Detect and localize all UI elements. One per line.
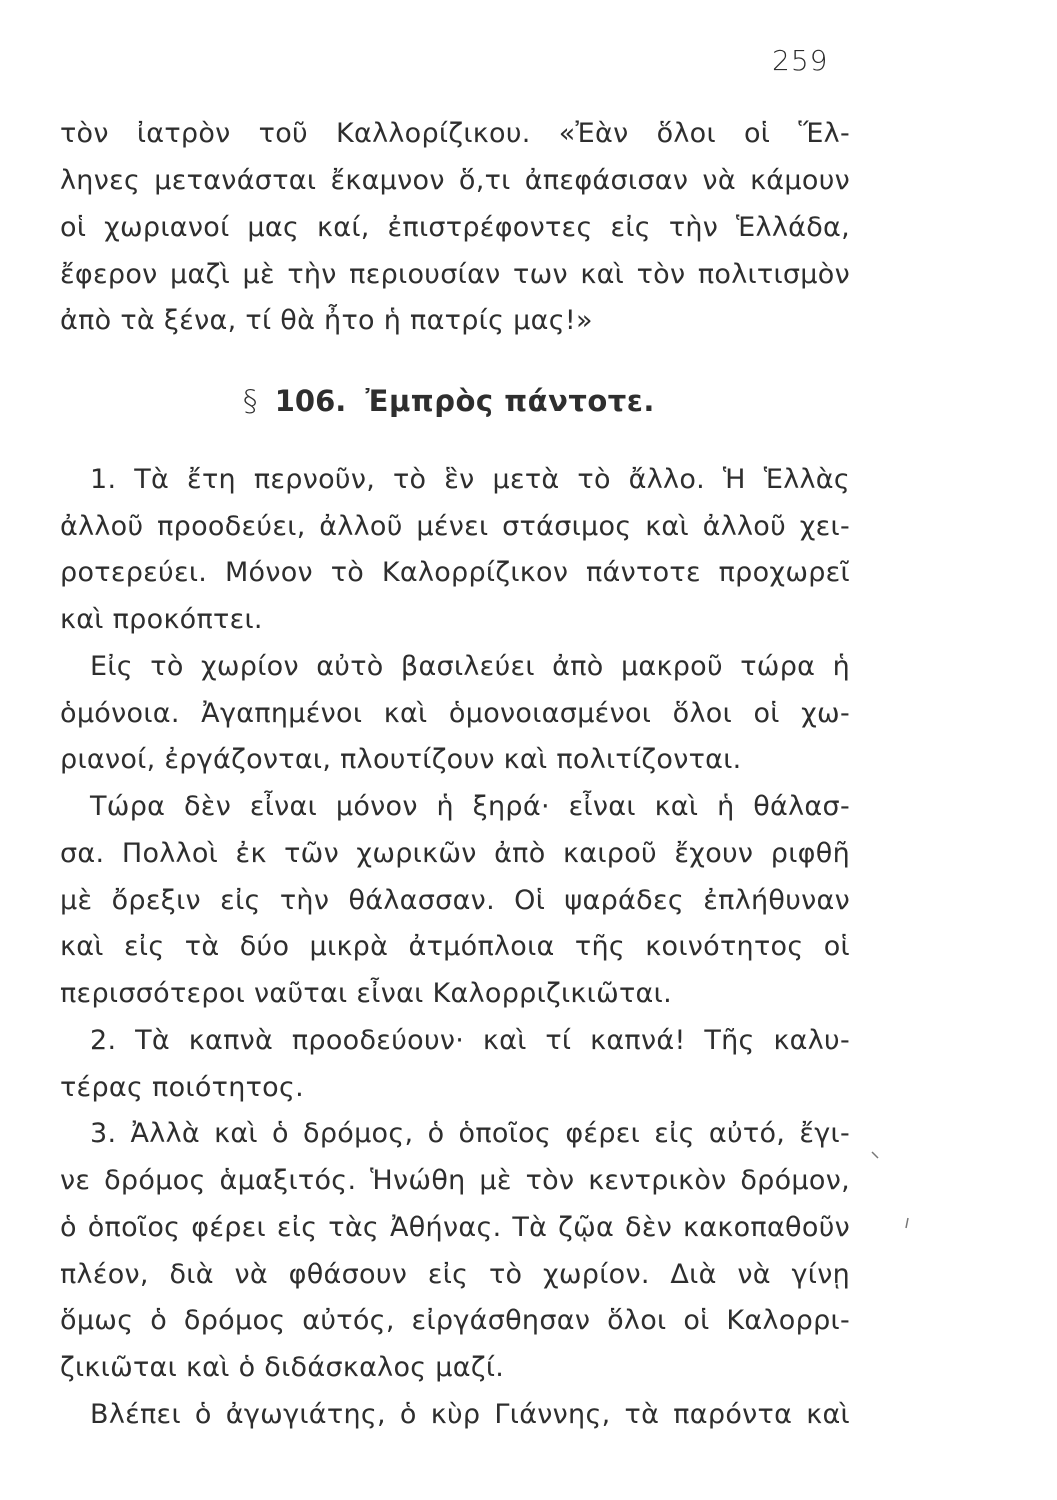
- text-line: Τώρα δὲν εἶναι μόνον ἡ ξηρά· εἶναι καὶ ἡ θάλασ-: [90, 791, 850, 822]
- text-line: 3. Ἀλλὰ καὶ ὁ δρόμος, ὁ ὁποῖος φέρει εἰς αὐτό, ἔγι-: [90, 1118, 850, 1149]
- section-number: 106.: [274, 384, 347, 418]
- speck-mark: [906, 1218, 908, 1228]
- text-line: 1. Τὰ ἔτη περνοῦν, τὸ ἓν μετὰ τὸ ἄλλο. Ἡ Ἑλλὰς: [90, 464, 850, 495]
- speck-mark: [872, 1152, 878, 1158]
- text-line: ροτερεύει. Μόνον τὸ Καλορρίζικον πάντοτε προχωρεῖ: [60, 557, 850, 588]
- text-line: καὶ προκόπτει.: [60, 604, 263, 635]
- text-line: ὁμόνοια. Ἀγαπημένοι καὶ ὁμονοιασμένοι ὅλοι οἱ χω-: [60, 698, 850, 729]
- section-heading: [243, 384, 655, 418]
- page-number: 259: [772, 44, 829, 77]
- text-line: ζικιῶται καὶ ὁ διδάσκαλος μαζί.: [60, 1352, 505, 1383]
- text-line: ἀπὸ τὰ ξένα, τί θὰ ἦτο ἡ πατρίς μας!»: [60, 305, 593, 336]
- text-line: ληνες μετανάσται ἔκαμνον ὅ,τι ἀπεφάσισαν νὰ κάμουν: [60, 165, 850, 196]
- text-line: ἀλλοῦ προοδεύει, ἀλλοῦ μένει στάσιμος καὶ ἀλλοῦ χει-: [60, 511, 850, 542]
- text-line: ἔφερον μαζὶ μὲ τὴν περιουσίαν των καὶ τὸν πολιτισμὸν: [60, 259, 850, 290]
- text-line: τὸν ἰατρὸν τοῦ Καλλορίζικου. «Ἐὰν ὅλοι οἱ Ἕλ-: [60, 118, 850, 149]
- text-line: νε δρόμος ἁμαξιτός. Ἡνώθη μὲ τὸν κεντρικὸν δρόμον,: [60, 1165, 850, 1196]
- text-line: Βλέπει ὁ ἀγωγιάτης, ὁ κὺρ Γιάννης, τὰ παρόντα καὶ: [90, 1399, 850, 1430]
- text-line: ὅμως ὁ δρόμος αὐτός, εἰργάσθησαν ὅλοι οἱ Καλορρι-: [60, 1305, 850, 1336]
- text-line: μὲ ὄρεξιν εἰς τὴν θάλασσαν. Οἱ ψαράδες ἐπλήθυναν: [60, 885, 850, 916]
- text-line: καὶ εἰς τὰ δύο μικρὰ ἀτμόπλοια τῆς κοινότητος οἱ: [60, 931, 850, 962]
- text-line: 2. Τὰ καπνὰ προοδεύουν· καὶ τί καπνά! Τῆς καλυ-: [90, 1025, 850, 1056]
- scan-speck: [870, 1150, 930, 1250]
- text-line: οἱ χωριανοί μας καί, ἐπιστρέφοντες εἰς τὴν Ἑλλάδα,: [60, 212, 850, 243]
- text-line: ὁ ὁποῖος φέρει εἰς τὰς Ἀθήνας. Τὰ ζῷα δὲν κακοπαθοῦν: [60, 1212, 850, 1243]
- section-symbol: §: [243, 384, 258, 418]
- text-line: περισσότεροι ναῦται εἶναι Καλορριζικιῶται.: [60, 978, 672, 1009]
- text-line: Εἰς τὸ χωρίον αὐτὸ βασιλεύει ἀπὸ μακροῦ τώρα ἡ: [90, 651, 850, 682]
- text-line: τέρας ποιότητος.: [60, 1072, 305, 1103]
- section-title: Ἐμπρὸς πάντοτε.: [365, 384, 655, 418]
- text-line: πλέον, διὰ νὰ φθάσουν εἰς τὸ χωρίον. Διὰ νὰ γίνῃ: [60, 1259, 850, 1290]
- text-line: ριανοί, ἐργάζονται, πλουτίζουν καὶ πολιτίζονται.: [60, 744, 742, 775]
- text-line: σα. Πολλοὶ ἐκ τῶν χωρικῶν ἀπὸ καιροῦ ἔχουν ριφθῆ: [60, 838, 850, 869]
